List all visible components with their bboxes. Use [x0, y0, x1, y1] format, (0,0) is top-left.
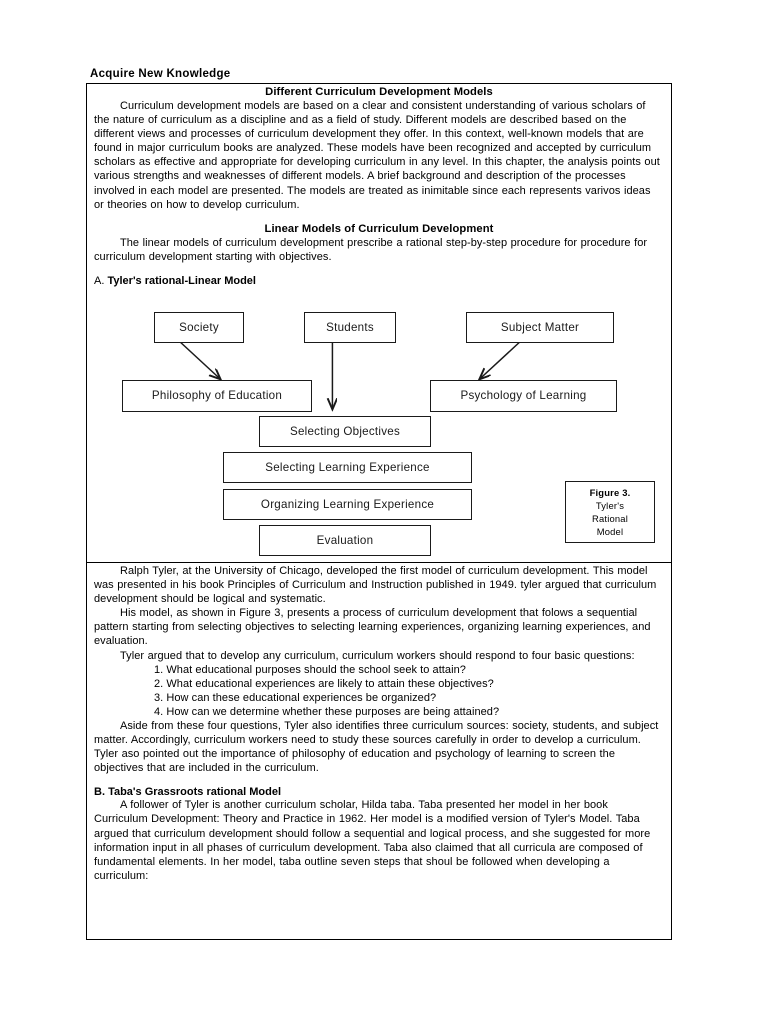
paragraph-text: Ralph Tyler, at the University of Chicago, developed the first model of curriculum development. This model was presented in his book Principles of Curriculum and Instruction published in 1949. tyler argued that curriculum development should be logical and systematic. [94, 564, 657, 606]
section-heading-linear-models: Linear Models of Curriculum Development [264, 222, 494, 235]
paragraph-models-intro [87, 99, 671, 212]
arrow-subject-to-psychology [480, 342, 520, 379]
paragraph-text: Aside from these four questions, Tyler also identifies three curriculum sources: society, students, and subject matter. Accordingly, curriculum workers need to study these sources carefully in order to develop a curriculum. Tyler aso pointed out the importance of philosophy of education and psychology of learning to screen the objectives that are included in the curriculum. [94, 719, 659, 775]
figure-caption-line-3: Model [596, 525, 624, 537]
page-title: Acquire New Knowledge [90, 68, 231, 80]
diagram-box-subject-matter [466, 312, 614, 343]
section-divider [87, 562, 671, 563]
diagram-box-philosophy-of-education [122, 380, 312, 412]
list-item: 4. How can we determine whether these purposes are being attained? [154, 705, 500, 718]
paragraph-text: Curriculum development models are based on a clear and consistent understanding of various scholars of the nature of curriculum as a discipline and as a field of study. Different models are described based on the different views and processes of curriculum development they offer. In this context, well-known models that are found in major curriculum books are analyzed. These models have been recognized and accepted by curriculum scholars as effective and appropriate for developing curriculum in any level. In this chapter, the analysis points out various strengths and weaknesses of different models. A brief background and description of the processes involved in each model are presented. The models are treated as inimitable since each represents varivos ideas or theories on how to develop curriculum. [94, 100, 660, 211]
figure-caption-box [565, 481, 655, 543]
box-label: Evaluation [316, 533, 374, 547]
model-a-letter: A. [94, 274, 105, 287]
diagram-box-evaluation [259, 525, 431, 556]
figure-caption-line-2: Rational [592, 512, 628, 524]
paragraph-text: His model, as shown in Figure 3, presents a process of curriculum development that folows a sequential pattern starting from selecting objectives to selecting learning experiences, organizing learning experiences, and evaluation. [94, 607, 651, 648]
diagram-box-society [154, 312, 244, 343]
model-b-title: Taba's Grassroots rational Model [108, 786, 282, 799]
diagram-box-psychology-of-learning [430, 380, 617, 412]
model-a-heading [87, 275, 671, 287]
diagram-box-organizing-learning-experience [223, 489, 472, 520]
model-a-title: Tyler's rational-Linear Model [107, 274, 256, 287]
paragraph-linear-models [87, 236, 671, 264]
diagram-box-students [304, 312, 396, 343]
box-label: Organizing Learning Experience [260, 497, 435, 511]
arrow-society-to-philosophy [180, 342, 220, 379]
paragraph-tyler-2 [87, 606, 671, 648]
paragraph-taba [87, 798, 671, 883]
figure-number: Figure 3. [589, 486, 631, 498]
list-item: 2. What educational experiences are likely to attain these objectives? [154, 677, 494, 690]
diagram-box-selecting-objectives [259, 416, 431, 447]
figure-caption-line-1: Tyler's [595, 499, 625, 511]
model-b-letter: B. [94, 786, 105, 799]
box-label: Psychology of Learning [460, 389, 587, 403]
box-label: Society [179, 320, 219, 334]
paragraph-text: A follower of Tyler is another curriculum scholar, Hilda taba. Taba presented her model in her book Curriculum Development: Theory and Practice in 1962. Her model is a modified version of Tyler's Model. Taba argued that curriculum development should follow a sequential and logical process, and she suggested for more information input in all phases of curriculum development. Taba also claimed that all curricula are composed of fundamental elements. In her model, taba outline seven steps that shoul be followed when developing a curriculum: [94, 799, 651, 882]
paragraph-text: The linear models of curriculum development prescribe a rational step-by-step procedure for procedure for curriculum development starting with objectives. [94, 236, 648, 263]
section-heading-models: Different Curriculum Development Models [265, 86, 493, 98]
paragraph-tyler-4 [87, 719, 671, 775]
box-label: Students [326, 320, 374, 334]
list-item: 3. How can these educational experiences be organized? [154, 691, 437, 704]
box-label: Selecting Learning Experience [265, 460, 430, 474]
box-label: Selecting Objectives [289, 424, 401, 438]
paragraph-text: Tyler argued that to develop any curriculum, curriculum workers should respond to four basic questions: [120, 649, 635, 662]
diagram-box-selecting-learning-experience [223, 452, 472, 483]
paragraph-tyler-1 [87, 564, 671, 606]
box-label: Philosophy of Education [151, 389, 283, 403]
model-b-heading [87, 786, 671, 798]
tyler-questions-list [87, 663, 671, 719]
tyler-model-diagram [87, 293, 671, 555]
list-item: 1. What educational purposes should the school seek to attain? [154, 663, 466, 676]
box-label: Subject Matter [500, 320, 580, 334]
document-frame [86, 83, 672, 940]
paragraph-tyler-3 [87, 649, 671, 663]
